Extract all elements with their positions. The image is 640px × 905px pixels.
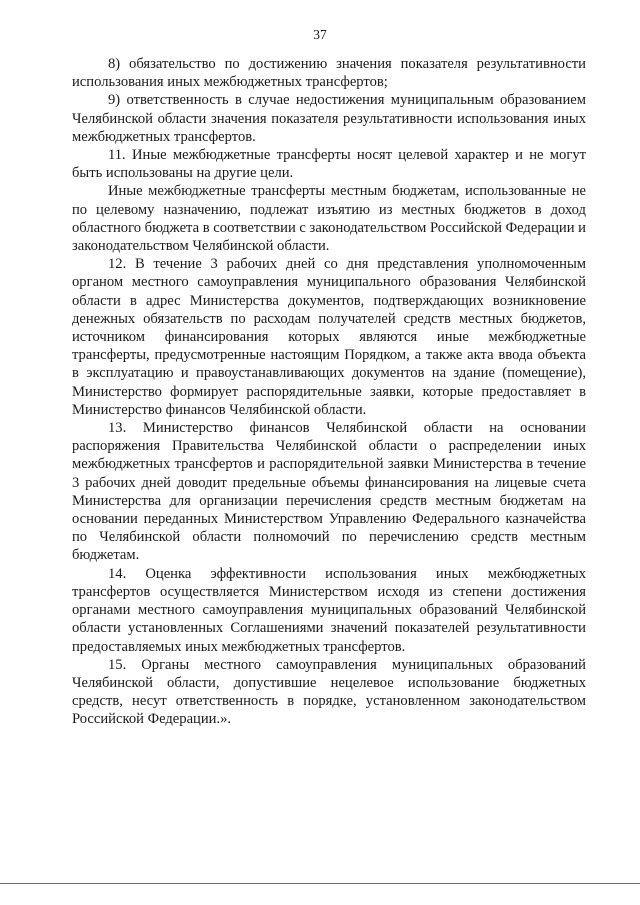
paragraph-item-8: 8) обязательство по достижению значения показателя результативности использования иных межбюджетных трансфертов; bbox=[72, 56, 586, 91]
page-number: 37 bbox=[313, 27, 327, 42]
paragraph-12: 12. В течение 3 рабочих дней со дня представления уполномоченным органом местного самоуправления муниципального образования Челябинской области в адрес Министерства документов, подтверждающих возникновение денежных обязательств по расходам получателей средств местных бюджетов, источником финансирования которых являются иные межбюджетные трансферты, предусмотренные настоящим Порядком, а также акта ввода объекта в эксплуатацию и правоустанавливающих документов на здание (помещение), Министерство формирует распорядительные заявки, которые предоставляет в Министерство финансов Челябинской области. bbox=[72, 256, 586, 418]
paragraph-13: 13. Министерство финансов Челябинской области на основании распоряжения Правительства Челябинской области о распределении иных межбюджетных трансфертов и распорядительной заявки Министерства в течение 3 рабочих дней доводит предельные объемы финансирования на лицевые счета Министерства для организации перечисления средств местным бюджетам на основании переданных Министерством Управлению Федерального казначейства по Челябинской области полномочий по перечислению средств местным бюджетам. bbox=[72, 420, 586, 564]
document-body bbox=[72, 55, 586, 729]
paragraph-item-9: 9) ответственность в случае недостижения муниципальным образованием Челябинской области значения показателя результативности использования иных межбюджетных трансфертов. bbox=[72, 92, 586, 145]
paragraph-15: 15. Органы местного самоуправления муниципальных образований Челябинской области, допустившие нецелевое использование бюджетных средств, несут ответственность в порядке, установленном законодательством Российской Федерации.». bbox=[72, 656, 586, 728]
paragraph-11: 11. Иные межбюджетные трансферты носят целевой характер и не могут быть использованы на другие цели. bbox=[72, 147, 586, 182]
paragraph-11-continued: Иные межбюджетные трансферты местным бюджетам, использованные не по целевому назначению, подлежат изъятию из местных бюджетов в доход областного бюджета в соответствии с законодательством Российской Федерации и законодательством Челябинской области. bbox=[72, 183, 586, 255]
paragraph-14: 14. Оценка эффективности использования иных межбюджетных трансфертов осуществляется Министерством исходя из степени достижения органами местного самоуправления муниципальных образований Челябинской области установленных Соглашениями значений показателей результативности предоставляемых иных межбюджетных трансфертов. bbox=[72, 565, 586, 655]
bottom-rule bbox=[0, 883, 640, 884]
